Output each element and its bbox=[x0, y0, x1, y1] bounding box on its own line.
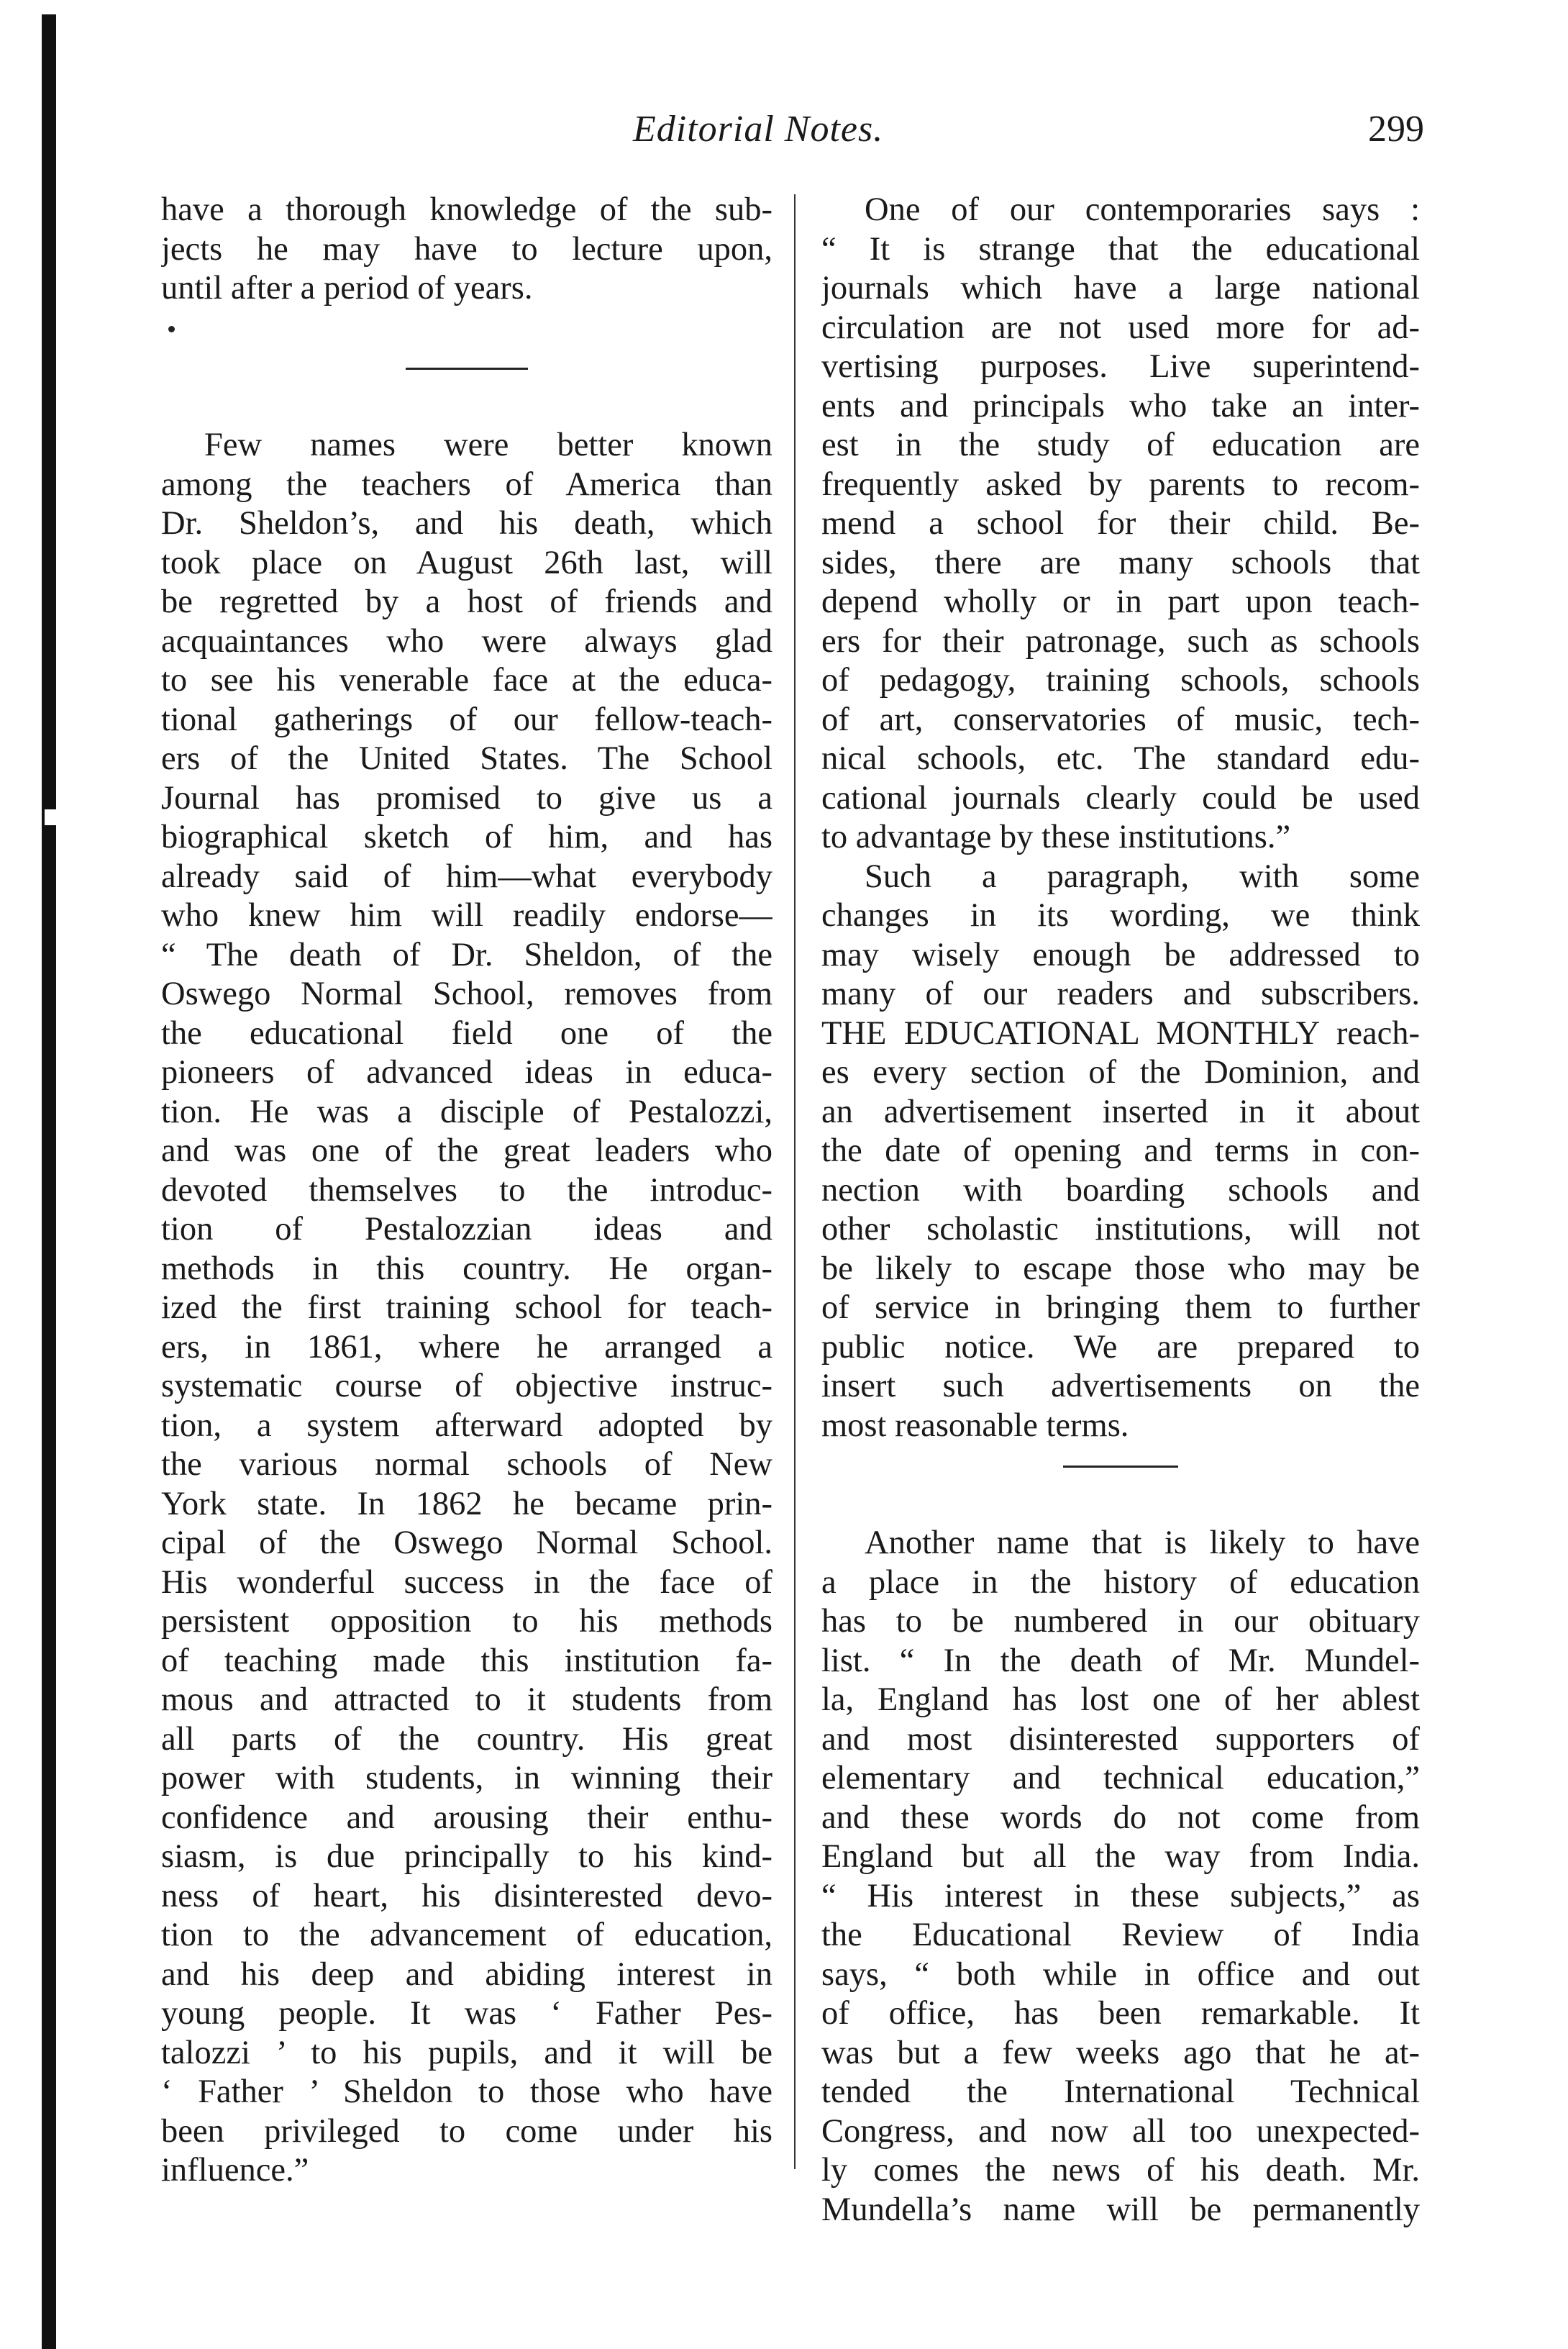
text-line: of pedagogy, training schools, schools bbox=[821, 662, 1420, 699]
text-line: pioneers of advanced ideas in educa- bbox=[161, 1054, 772, 1091]
section-rule bbox=[821, 1445, 1420, 1485]
text-line: many of our readers and subscribers. bbox=[821, 976, 1420, 1012]
text-line: ‘ Father ’ Sheldon to those who have bbox=[161, 2073, 772, 2110]
text-line: jects he may have to lecture upon, bbox=[161, 230, 772, 268]
text-line: to advantage by these institutions.” bbox=[821, 819, 1291, 855]
text-line: list. “ In the death of Mr. Mundel- bbox=[821, 1642, 1420, 1679]
stray-dot-mark bbox=[168, 326, 175, 332]
text-line: the various normal schools of New bbox=[161, 1446, 772, 1483]
text-line: Mundella’s name will be permanently bbox=[821, 2191, 1420, 2228]
text-line: His wonderful success in the face of bbox=[161, 1563, 772, 1601]
text-line: York state. In 1862 he became prin- bbox=[161, 1485, 772, 1522]
text-line: most reasonable terms. bbox=[821, 1407, 1129, 1444]
text-line: journals which have a large national bbox=[821, 270, 1420, 306]
section-rule-mark bbox=[1063, 1466, 1178, 1468]
text-line: vertising purposes. Live superintend- bbox=[821, 348, 1420, 385]
text-line: la, England has lost one of her ablest bbox=[821, 1681, 1420, 1718]
text-line: power with students, in winning their bbox=[161, 1760, 772, 1796]
text-line: ents and principals who take an inter- bbox=[821, 387, 1420, 424]
left-column bbox=[161, 191, 772, 2191]
text-line: cipal of the Oswego Normal School. bbox=[161, 1525, 772, 1561]
text-line: Such a paragraph, with some bbox=[865, 858, 1420, 895]
text-line: sides, there are many schools that bbox=[821, 544, 1420, 581]
text-line: the Educational Review of India bbox=[821, 1917, 1420, 1953]
text-line: and most disinterested supporters of bbox=[821, 1720, 1420, 1758]
section-rule-mark bbox=[406, 368, 528, 370]
text-line: may wisely enough be addressed to bbox=[821, 936, 1420, 973]
right-column bbox=[821, 191, 1420, 2230]
text-line: depend wholly or in part upon teach- bbox=[821, 583, 1420, 620]
text-line: insert such advertisements on the bbox=[821, 1368, 1420, 1404]
text-line: the educational field one of the bbox=[161, 1014, 772, 1052]
text-line: took place on August 26th last, will bbox=[161, 544, 772, 581]
text-line: nection with boarding schools and bbox=[821, 1171, 1420, 1209]
text-line: “ It is strange that the educational bbox=[821, 230, 1420, 268]
page-number: 299 bbox=[1368, 109, 1424, 150]
text-line: have a thorough knowledge of the sub- bbox=[161, 191, 772, 228]
text-line: to see his venerable face at the educa- bbox=[161, 662, 772, 699]
text-line: ers of the United States. The School bbox=[161, 740, 772, 777]
running-title: Editorial Notes. bbox=[633, 109, 884, 150]
text-line: devoted themselves to the introduc- bbox=[161, 1171, 772, 1209]
section-rule bbox=[161, 347, 772, 387]
text-line: public notice. We are prepared to bbox=[821, 1328, 1420, 1366]
text-line: Congress, and now all too unexpected- bbox=[821, 2112, 1420, 2150]
text-line: changes in its wording, we think bbox=[821, 897, 1420, 934]
text-line: and was one of the great leaders who bbox=[161, 1132, 772, 1169]
stray-dot bbox=[161, 309, 772, 348]
text-line: has to be numbered in our obituary bbox=[821, 1603, 1420, 1640]
text-line: es every section of the Dominion, and bbox=[821, 1054, 1420, 1091]
text-line: siasm, is due principally to his kind- bbox=[161, 1838, 772, 1875]
text-line: England but all the way from India. bbox=[821, 1838, 1420, 1875]
text-line: persistent opposition to his methods bbox=[161, 1603, 772, 1640]
text-line: of office, has been remarkable. It bbox=[821, 1995, 1420, 2032]
binding-notch bbox=[45, 809, 58, 825]
text-line: of art, conservatories of music, tech- bbox=[821, 701, 1420, 738]
text-line: elementary and technical education,” bbox=[821, 1760, 1420, 1796]
text-line: Few names were better known bbox=[204, 427, 772, 463]
text-line: mous and attracted to it students from bbox=[161, 1681, 772, 1718]
text-line: Another name that is likely to have bbox=[865, 1525, 1420, 1561]
text-line: tion. He was a disciple of Pestalozzi, bbox=[161, 1093, 772, 1130]
text-line: circulation are not used more for ad- bbox=[821, 309, 1420, 346]
text-line: ly comes the news of his death. Mr. bbox=[821, 2152, 1420, 2189]
text-line: and his deep and abiding interest in bbox=[161, 1955, 772, 1993]
text-line: tion, a system afterward adopted by bbox=[161, 1407, 772, 1444]
paragraph-gap bbox=[821, 1485, 1420, 1525]
text-line: Journal has promised to give us a bbox=[161, 779, 772, 817]
text-line: THE EDUCATIONAL MONTHLY reach- bbox=[821, 1014, 1420, 1052]
text-line: cational journals clearly could be used bbox=[821, 779, 1420, 817]
text-line: the date of opening and terms in con- bbox=[821, 1132, 1420, 1169]
text-line: ized the first training school for teach- bbox=[161, 1289, 772, 1326]
text-line: and these words do not come from bbox=[821, 1799, 1420, 1836]
text-line: all parts of the country. His great bbox=[161, 1720, 772, 1758]
text-line: says, “ both while in office and out bbox=[821, 1955, 1420, 1993]
text-line: be likely to escape those who may be bbox=[821, 1250, 1420, 1287]
text-line: tion of Pestalozzian ideas and bbox=[161, 1211, 772, 1248]
text-line: until after a period of years. bbox=[161, 270, 533, 306]
text-line: a place in the history of education bbox=[821, 1563, 1420, 1601]
text-line: ers, in 1861, where he arranged a bbox=[161, 1328, 772, 1366]
text-line: of service in bringing them to further bbox=[821, 1289, 1420, 1326]
text-line: nical schools, etc. The standard edu- bbox=[821, 740, 1420, 777]
text-line: acquaintances who were always glad bbox=[161, 622, 772, 660]
text-line: methods in this country. He organ- bbox=[161, 1250, 772, 1287]
text-line: be regretted by a host of friends and bbox=[161, 583, 772, 620]
text-line: One of our contemporaries says : bbox=[865, 191, 1420, 228]
text-line: influence.” bbox=[161, 2152, 309, 2189]
text-line: was but a few weeks ago that he at- bbox=[821, 2034, 1420, 2071]
text-line: ers for their patronage, such as schools bbox=[821, 622, 1420, 660]
running-head bbox=[158, 108, 1439, 158]
text-line: est in the study of education are bbox=[821, 427, 1420, 463]
text-line: talozzi ’ to his pupils, and it will be bbox=[161, 2034, 772, 2071]
text-line: frequently asked by parents to recom- bbox=[821, 465, 1420, 503]
text-line: tion to the advancement of education, bbox=[161, 1917, 772, 1953]
text-line: “ His interest in these subjects,” as bbox=[821, 1877, 1420, 1914]
text-line: an advertisement inserted in it about bbox=[821, 1093, 1420, 1130]
text-line: tional gatherings of our fellow-teach- bbox=[161, 701, 772, 738]
text-line: systematic course of objective instruc- bbox=[161, 1368, 772, 1404]
text-line: Oswego Normal School, removes from bbox=[161, 976, 772, 1012]
text-line: who knew him will readily endorse— bbox=[161, 897, 772, 934]
text-line: mend a school for their child. Be- bbox=[821, 505, 1420, 542]
text-line: ness of heart, his disinterested devo- bbox=[161, 1877, 772, 1914]
text-line: of teaching made this institution fa- bbox=[161, 1642, 772, 1679]
text-line: young people. It was ‘ Father Pes- bbox=[161, 1995, 772, 2032]
text-line: been privileged to come under his bbox=[161, 2112, 772, 2150]
text-line: Dr. Sheldon’s, and his death, which bbox=[161, 505, 772, 542]
binding-edge bbox=[42, 14, 56, 2349]
text-line: confidence and arousing their enthu- bbox=[161, 1799, 772, 1836]
text-line: among the teachers of America than bbox=[161, 465, 772, 503]
text-line: already said of him—what everybody bbox=[161, 858, 772, 895]
text-line: tended the International Technical bbox=[821, 2073, 1420, 2110]
paragraph-gap bbox=[161, 387, 772, 427]
text-line: biographical sketch of him, and has bbox=[161, 819, 772, 855]
text-line: other scholastic institutions, will not bbox=[821, 1211, 1420, 1248]
column-rule bbox=[794, 194, 796, 2169]
text-line: “ The death of Dr. Sheldon, of the bbox=[161, 936, 772, 973]
